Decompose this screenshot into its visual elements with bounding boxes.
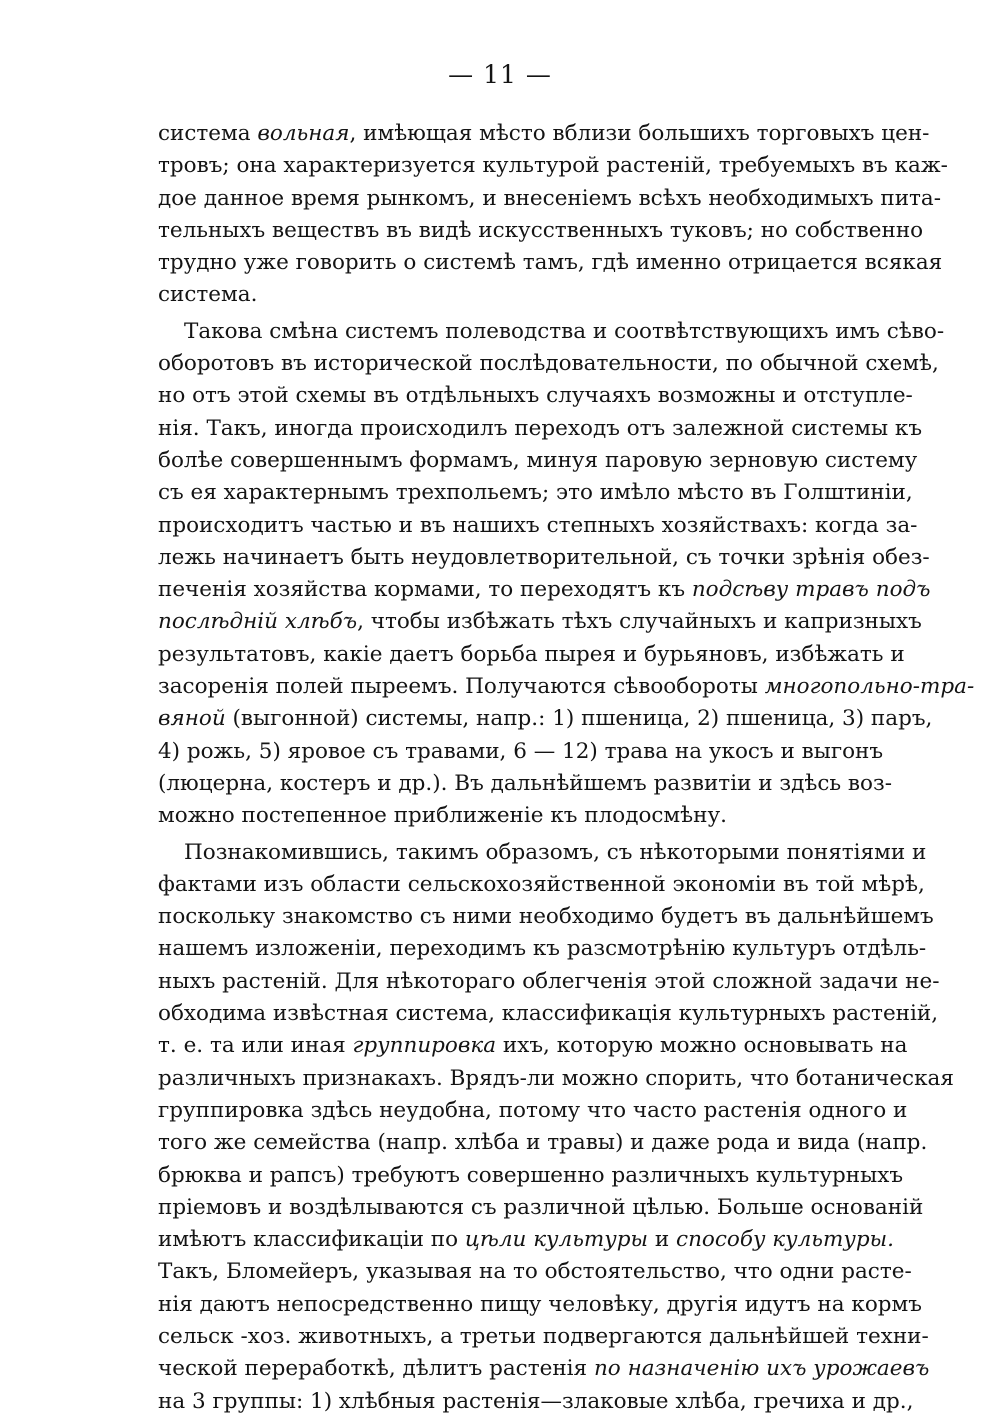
text-span: Такова смѣна системъ полеводства и соотвѣтствующихъ имъ сѣво- [184, 318, 945, 344]
text-span: того же семейства (напр. хлѣба и травы) и даже рода и вида (напр. [158, 1130, 928, 1156]
text-line [158, 800, 848, 832]
text-span: Познакомившись, такимъ образомъ, съ нѣкоторыми понятіями и [184, 839, 927, 865]
text-span: болѣе совершеннымъ формамъ, минуя паровую зерновую систему [158, 447, 918, 473]
text-span: дое данное время рынкомъ, и внесеніемъ всѣхъ необходимыхъ пита- [158, 185, 942, 211]
text-span: тельныхъ веществъ въ видѣ искусственныхъ туковъ; но собственно [158, 217, 924, 243]
text-line [158, 1127, 928, 1159]
text-span: лежь начинаетъ быть неудовлетворительной, съ точки зрѣнія обез- [158, 544, 930, 570]
text-span: пріемовъ и воздѣлываются съ различной цѣлью. Больше основаній [158, 1194, 924, 1220]
text-span: 4) рожь, 5) яровое съ травами, 6 — 12) трава на укосъ и выгонъ [158, 738, 884, 764]
text-span: ческой переработкѣ, дѣлитъ растенія [158, 1356, 594, 1382]
paragraph [158, 316, 975, 833]
text-span: ныхъ растеній. Для нѣкотораго облегченія этой сложной задачи не- [158, 968, 940, 994]
text-line [158, 1353, 930, 1385]
text-span: на 3 группы: 1) хлѣбныя растенія—злаковые хлѣба, гречиха и др., [158, 1388, 914, 1414]
text-span: имѣютъ классификаціи по [158, 1227, 465, 1253]
text-line [158, 703, 933, 735]
text-line [158, 150, 948, 182]
text-span: но отъ этой схемы въ отдѣльныхъ случаяхъ возможны и отступле- [158, 383, 913, 409]
text-span: , чтобы избѣжать тѣхъ случайныхъ и капризныхъ [357, 609, 922, 635]
text-span: можно постепенное приближеніе къ плодосмѣну. [158, 803, 727, 829]
italic-text: вольная [257, 121, 350, 146]
italic-text: послѣдній хлѣбъ [158, 609, 358, 635]
text-span: печенія хозяйства кормами, то переходятъ къ [158, 577, 692, 603]
text-span: и [648, 1227, 677, 1253]
text-line [158, 1160, 904, 1192]
paragraph [158, 118, 948, 312]
text-span: (люцерна, костеръ и др.). Въ дальнѣйшемъ развитіи и здѣсь воз- [158, 770, 892, 796]
text-line [158, 215, 924, 247]
text-span: брюква и рапсъ) требуютъ совершенно различныхъ культурныхъ [158, 1162, 904, 1188]
text-line [158, 183, 942, 215]
text-span: фактами изъ области сельскохозяйственной экономіи въ той мѣрѣ, [158, 871, 925, 897]
italic-text: вяной [158, 706, 226, 732]
text-span: нія. Такъ, иногда происходилъ переходъ отъ залежной системы къ [158, 415, 923, 441]
text-span: различныхъ признакахъ. Врядъ-ли можно спорить, что ботаническая [158, 1065, 954, 1091]
text-span: т. е. та или иная [158, 1033, 353, 1059]
text-span: ихъ, которую можно основывать на [496, 1033, 908, 1059]
text-line [158, 380, 913, 412]
text-span: группировка здѣсь неудобна, потому что часто растенія одного и [158, 1097, 908, 1123]
italic-text: по назначенію ихъ урожаевъ [593, 1356, 930, 1382]
text-line [158, 1192, 924, 1224]
text-span: нашемъ изложеніи, переходимъ къ разсмотрѣнію культуръ отдѣль- [158, 936, 927, 962]
text-span: оборотовъ въ исторической послѣдовательности, по обычной схемѣ, [158, 351, 939, 377]
text-line [158, 901, 934, 933]
text-span: засоренія полей пыреемъ. Получаются сѣвообороты [158, 674, 765, 700]
italic-text: группировка [352, 1033, 497, 1059]
paragraph [158, 837, 954, 1418]
text-span: трудно уже говорить о системѣ тамъ, гдѣ именно отрицается всякая [158, 250, 943, 276]
text-line [158, 966, 940, 998]
page-number: — 11 — [448, 60, 552, 89]
text-line [158, 348, 939, 380]
text-line [158, 542, 930, 574]
text-line [158, 1289, 922, 1321]
text-line [158, 510, 918, 542]
text-line [158, 1321, 929, 1353]
text-line [158, 316, 945, 348]
text-line [158, 768, 892, 800]
text-span: сельск -хоз. животныхъ, а третьи подвергаются дальнѣйшей техни- [158, 1323, 929, 1349]
text-line [158, 671, 975, 703]
italic-text: подсѣву травъ подъ [691, 577, 931, 603]
text-span: система. [158, 282, 258, 308]
text-line [158, 869, 925, 901]
text-span: , имѣющая мѣсто вблизи большихъ торговыхъ цен- [349, 121, 930, 146]
text-line [158, 1030, 908, 1062]
text-line [158, 477, 913, 509]
text-span: нія даютъ непосредственно пищу человѣку, другія идутъ на кормъ [158, 1291, 922, 1317]
text-line [158, 1256, 912, 1288]
text-span: обходима извѣстная система, классификація культурныхъ растеній, [158, 1001, 939, 1027]
text-line [158, 837, 927, 869]
text-line [158, 279, 848, 311]
text-span: система [158, 121, 258, 146]
text-line [158, 247, 943, 279]
body-text [158, 118, 975, 1418]
text-span: (выгонной) системы, напр.: 1) пшеница, 2) пшеница, 3) паръ, [225, 706, 933, 732]
text-line [158, 1386, 914, 1418]
text-line [158, 736, 884, 768]
italic-text: способу культуры. [676, 1227, 894, 1253]
italic-text: многопольно-тра- [764, 674, 975, 700]
text-span: Такъ, Бломейеръ, указывая на то обстоятельство, что одни расте- [158, 1259, 912, 1285]
text-line [158, 998, 939, 1030]
text-line [158, 1095, 908, 1127]
text-line [158, 933, 927, 965]
text-line [158, 606, 922, 638]
text-line [158, 413, 923, 445]
text-span: поскольку знакомство съ ними необходимо будетъ въ дальнѣйшемъ [158, 904, 934, 930]
text-span: результатовъ, какіе даетъ борьба пырея и бурьяновъ, избѣжать и [158, 641, 905, 667]
text-span: съ ея характернымъ трехпольемъ; это имѣло мѣсто въ Голштиніи, [158, 480, 913, 506]
text-line [158, 1063, 954, 1095]
text-line [158, 445, 918, 477]
text-span: тровъ; она характеризуется культурой растеній, требуемыхъ въ каж- [158, 153, 948, 179]
text-line [158, 118, 930, 150]
text-line [158, 574, 931, 606]
text-span: происходитъ частью и въ нашихъ степныхъ хозяйствахъ: когда за- [158, 512, 918, 538]
text-line [158, 639, 905, 671]
italic-text: цѣли культуры [464, 1227, 649, 1253]
text-line [158, 1224, 894, 1256]
